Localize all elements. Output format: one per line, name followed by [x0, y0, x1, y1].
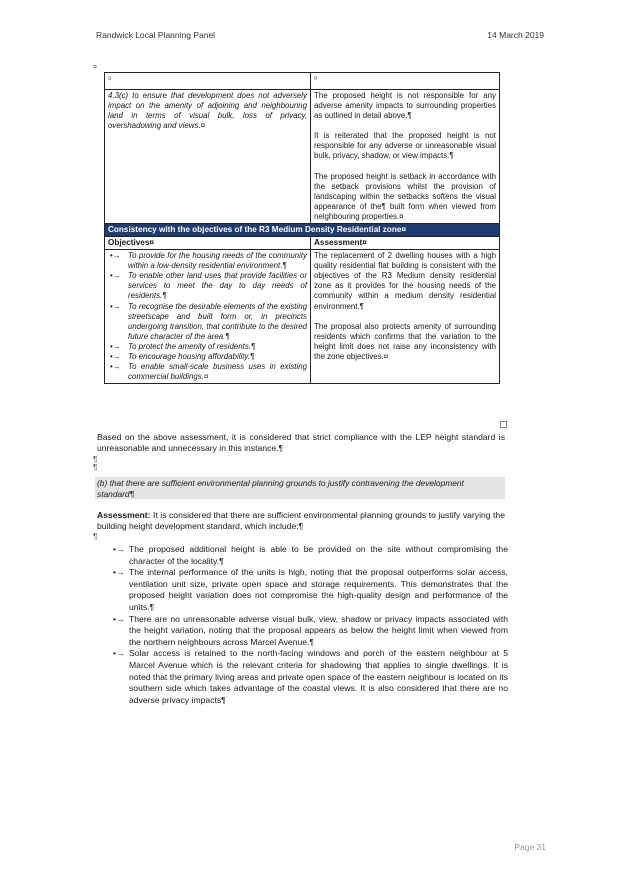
objective-item: •→ To recognise the desirable elements of the existing streetscape and built form or, in precincts undergoing transition, that contribute to the desired future character of the area.¶: [108, 302, 307, 342]
assessment-header: Assessment¤: [311, 237, 500, 250]
paragraph-mark: ¶: [93, 532, 98, 541]
clause-assessment-paragraph: It is reiterated that the proposed height is not responsible for any adverse or unreasonable visual bulk, privacy, shadow, or view impacts.¶: [314, 131, 496, 161]
assessment-table: [104, 72, 500, 384]
objective-item: •→ To encourage housing affordability.¶: [108, 352, 307, 362]
objectives-cell: [105, 250, 311, 384]
assessment-intro-text: It is considered that there are sufficient environmental planning grounds to justify varying the building height development standard, which include:¶: [97, 510, 505, 532]
objectives-list: [108, 251, 307, 382]
objectives-header: Objectives¤: [105, 237, 311, 250]
header-date: 14 March 2019: [487, 30, 544, 40]
grounds-item: •→ The proposed additional height is able to be provided on the site without compromising the character of the locality.¶: [113, 544, 508, 567]
clause-assessment-paragraph: The proposed height is not responsible for any adverse amenity impacts to surrounding properties as outlined in detail above.¶: [314, 91, 496, 121]
empty-cell: ¤: [105, 73, 311, 90]
zone-assessment-cell: [311, 250, 500, 384]
conclusion-paragraph: Based on the above assessment, it is considered that strict compliance with the LEP height standard is unreasonable and unnecessary in this instance.¶: [97, 432, 505, 454]
paragraph-marks: [93, 456, 97, 472]
grounds-list: [113, 544, 508, 706]
zone-objectives-banner: Consistency with the objectives of the R3 Medium Density Residential zone¤: [105, 224, 500, 237]
page-number: Page 31: [514, 842, 546, 852]
column-header-row: [105, 237, 500, 250]
clause-objective-text: 4.3(c) to ensure that development does not adversely impact on the amenity of adjoining and neighbouring land in terms of visual bulk, loss of privacy, overshadowing and views.¤: [108, 91, 307, 131]
objective-item: •→ To enable other land uses that provide facilities or services to meet the day to day needs of residents.¶: [108, 271, 307, 301]
grounds-item: •→ There are no unreasonable adverse visual bulk, view, shadow or privacy impacts associated with the height variation, noting that the proposal appears as below the height limit when viewed from the northern neighbours across Marcel Avenue.¶: [113, 614, 508, 649]
paragraph-mark: ¶: [93, 463, 98, 472]
clause-objective-cell: [105, 90, 311, 224]
grounds-item: •→ Solar access is retained to the north-facing windows and porch of the eastern neighbour at 5 Marcel Avenue which is the relevant criteria for shadowing that applies to single dwellings. It is noted that the primary living areas and private open space of the eastern neighbour is located on its southern side which takes advantage of the coastal views. It is also considered that there are no adverse privacy impacts¶: [113, 648, 508, 706]
objective-item: •→ To protect the amenity of residents.¶: [108, 342, 307, 352]
clause-assessment-cell: [311, 90, 500, 224]
objective-item: •→ To provide for the housing needs of the community within a low-density residential environment.¶: [108, 251, 307, 271]
paragraph-mark: ¶: [93, 455, 98, 464]
zone-objectives-banner-row: [105, 224, 500, 237]
assessment-intro: [97, 510, 505, 532]
grounds-item: •→ The internal performance of the units is high, noting that the proposal outperforms solar access, ventilation unit size, private open space and storage requirements. This demonstrates that the proposed height variation does not compromise the high-quality design and performance of the units.¶: [113, 567, 508, 613]
objectives-row: [105, 250, 500, 384]
zone-assessment-paragraph: The proposal also protects amenity of surrounding residents which confirms that the variation to the height limit does not raise any inconsistency with the zone objectives.¤: [314, 321, 496, 361]
table-resize-handle[interactable]: [500, 421, 507, 428]
table-blank-row: [105, 73, 500, 90]
objective-item: •→ To enable small-scale business uses in existing commercial buildings.¤: [108, 362, 307, 382]
subheading-b: (b) that there are sufficient environmental planning grounds to justify contravening the development standard¶: [95, 477, 505, 499]
table-anchor-mark: ¤: [93, 64, 97, 71]
clause-assessment-paragraph: The proposed height is setback in accordance with the setback provisions whilst the provision of landscaping within the setbacks softens the visual appearance of the¶ built form when viewed from neighbouring properties.¤: [314, 171, 496, 221]
zone-assessment-paragraph: The replacement of 2 dwelling houses with a high quality residential flat building is consistent with the objectives of the R3 Medium density residential zone as it provides for the housing needs of the community within a medium density residential environment.¶: [314, 251, 496, 311]
clause-row: [105, 90, 500, 224]
header-title: Randwick Local Planning Panel: [96, 30, 216, 40]
empty-cell: ¤: [311, 73, 500, 90]
assessment-label: Assessment:: [97, 510, 151, 520]
